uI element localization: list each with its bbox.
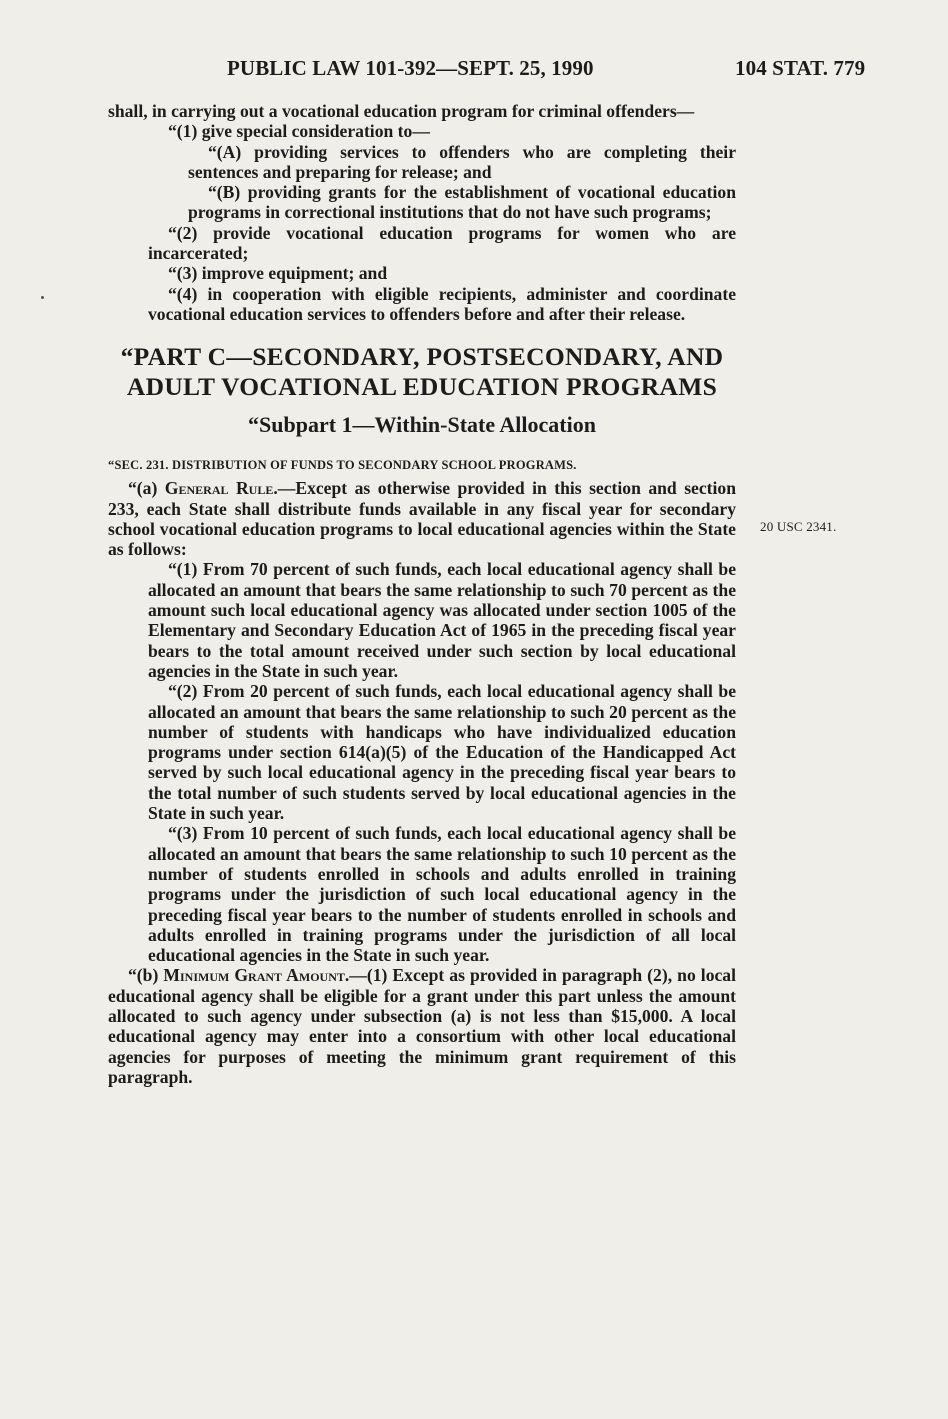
subsection-b bbox=[108, 965, 736, 1087]
subsection-b-text: .—(1) Except as provided in paragraph (2), no local educational agency shall be eligible for a grant under this part unless the amount allocated to such agency under subsection (a) is not less than $15,000. A local educational agency may enter into a consortium with other local educational agencies for purposes of meeting the minimum grant requirement of this paragraph. bbox=[108, 965, 736, 1087]
clause-2: “(2) provide vocational education programs for women who are incarcerated; bbox=[148, 222, 736, 264]
paragraph-a-3: “(3) From 10 percent of such funds, each local educational agency shall be allocated an amount that bears the same relationship to such 10 percent as the number of students enrolled in schools and adults enrolled in training programs under the jurisdiction of such local educational agency in the preceding fiscal year bears to the number of students enrolled in schools and adults enrolled in training programs under the jurisdiction of all local educational agencies in the State in such year. bbox=[148, 823, 736, 966]
scan-speck bbox=[41, 296, 44, 299]
page-header bbox=[0, 56, 948, 82]
public-law-citation: PUBLIC LAW 101-392—SEPT. 25, 1990 bbox=[227, 56, 594, 80]
subsection-a-lead: “(a) bbox=[128, 478, 165, 499]
subsection-a-text: .—Except as otherwise provided in this section and section 233, each State shall distribute funds available in any fiscal year for secondary school vocational education programs to local educational agencies within the State as follows: bbox=[108, 478, 736, 560]
paragraph-a-2: “(2) From 20 percent of such funds, each local educational agency shall be allocated an amount that bears the same relationship to such 20 percent as the number of students with handicaps who have individualized education programs under section 614(a)(5) of the Education of the Handicapped Act served by such local educational agency in the preceding fiscal year bears to the total number of such students served by local educational agencies in the State in such year. bbox=[148, 681, 736, 824]
clause-1-b: “(B) providing grants for the establishment of vocational education programs in correctional institutions that do not have such programs; bbox=[188, 182, 736, 223]
statute-page-number: 104 STAT. 779 bbox=[735, 56, 866, 80]
subsection-b-caption: Minimum Grant Amount bbox=[163, 965, 345, 986]
part-title bbox=[108, 342, 736, 402]
part-title-line-2: ADULT VOCATIONAL EDUCATION PROGRAMS bbox=[126, 372, 718, 402]
subsection-a bbox=[108, 478, 736, 559]
subpart-title: “Subpart 1—Within-State Allocation bbox=[248, 412, 596, 438]
section-heading: “SEC. 231. DISTRIBUTION OF FUNDS TO SECONDARY SCHOOL PROGRAMS. bbox=[108, 458, 577, 473]
clause-1-a: “(A) providing services to offenders who are completing their sentences and preparing for release; and bbox=[188, 141, 736, 182]
clause-3: “(3) improve equipment; and bbox=[168, 263, 388, 284]
paragraph-a-1: “(1) From 70 percent of such funds, each local educational agency shall be allocated an amount that bears the same relationship to such 70 percent as the amount such local educational agency was allocated under section 1005 of the Elementary and Secondary Education Act of 1965 in the preceding fiscal year bears to the total amount received under such section by local educational agencies in the State in such year. bbox=[148, 559, 736, 681]
usc-margin-note: 20 USC 2341. bbox=[760, 519, 837, 534]
part-title-line-1: “PART C—SECONDARY, POSTSECONDARY, AND bbox=[120, 342, 724, 372]
document-body bbox=[108, 101, 736, 1087]
subsection-a-caption: General Rule bbox=[164, 478, 274, 499]
subsection-b-lead: “(b) bbox=[128, 965, 164, 986]
clause-4: “(4) in cooperation with eligible recipients, administer and coordinate vocational education services to offenders before and after their release. bbox=[148, 283, 736, 324]
clause-1: “(1) give special consideration to— bbox=[168, 121, 430, 142]
intro-continuation: shall, in carrying out a vocational education program for criminal offenders— bbox=[108, 101, 695, 121]
